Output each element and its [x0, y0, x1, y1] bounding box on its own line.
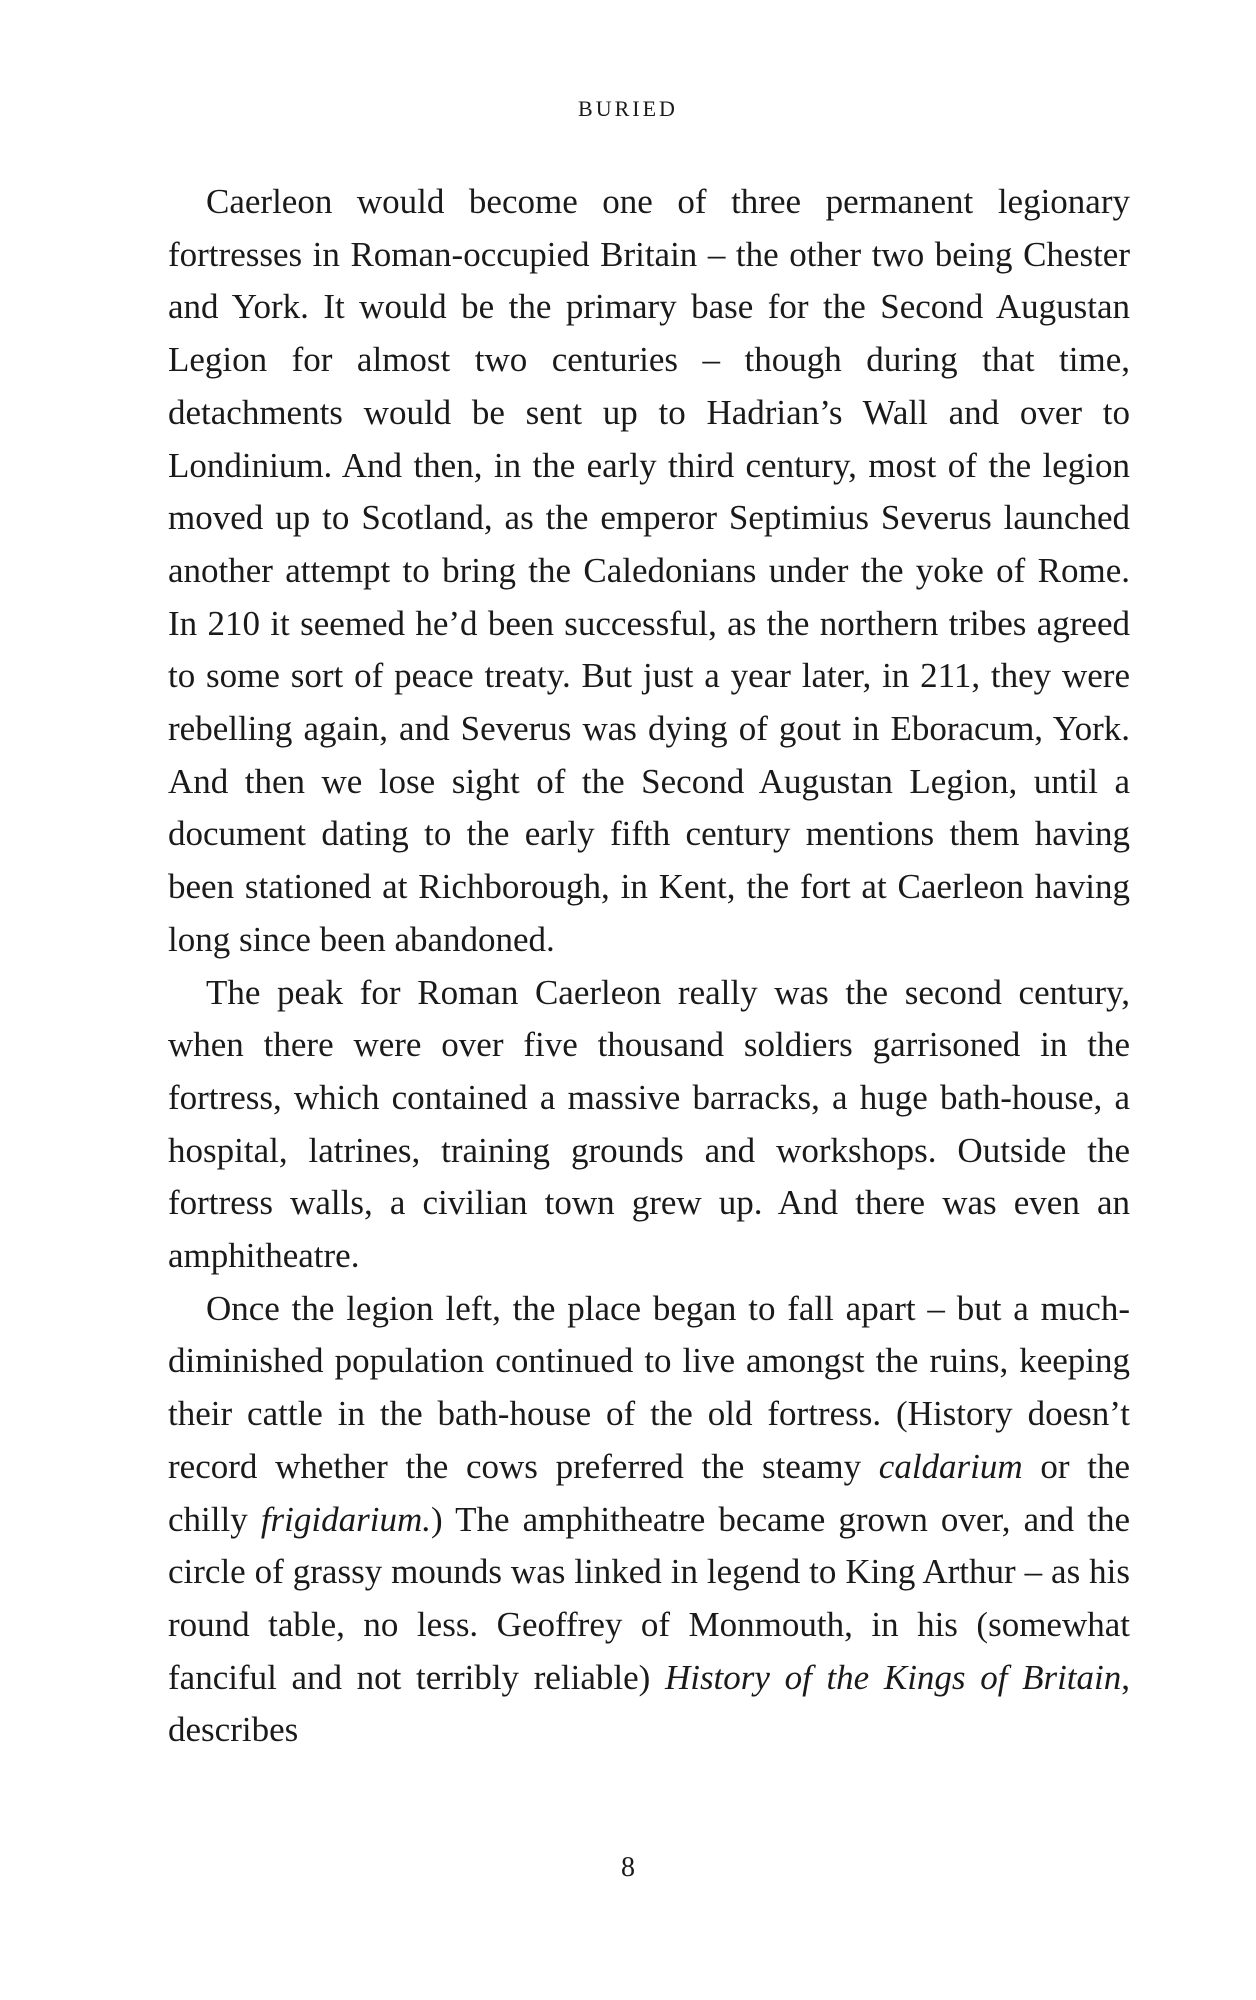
running-head: BURIED [578, 96, 678, 121]
paragraph-2: The peak for Roman Caerleon really was the second century, when there were over five thousand soldiers garrisoned in the fortress, which contained a massive barracks, a huge bath-house, a hospital, latrines, training grounds and workshops. Outside the fortress walls, a civilian town grew up. And there was even an amphitheatre. [168, 972, 1130, 1276]
paragraph-1: Caerleon would become one of three permanent legionary fortresses in Roman-occupied Britain – the other two being Chester and York. It would be the primary base for the Second Augustan Legion for almost two centuries – though during that time, detachments would be sent up to Hadrian’s Wall and over to Londinium. And then, in the early third century, most of the legion moved up to Scotland, as the emperor Septimius Severus launched another attempt to bring the Caledonians under the yoke of Rome. In 210 it seemed he’d been successful, as the northern tribes agreed to some sort of peace treaty. But just a year later, in 211, they were rebelling again, and Severus was dying of gout in Eboracum, York. And then we lose sight of the Second Augustan Legion, until a document dating to the early fifth century mentions them having been stationed at Richborough, in Kent, the fort at Caerleon having long since been abandoned. [168, 182, 1130, 959]
italic-term-caldarium: caldarium [878, 1446, 1023, 1486]
italic-term-frigidarium: frigidarium. [260, 1499, 431, 1539]
paragraph-3 [168, 1283, 1130, 1757]
paragraph-3-text-3: ) The amphitheatre became grown over, and the circle of grassy mounds was linked in legend to King Arthur – as his round table, no less. Geoffrey of Monmouth, in his (somewhat fanciful and not terribly reliable) [168, 1499, 1130, 1697]
italic-book-title: History of the Kings of Britain [664, 1657, 1122, 1697]
page-number: 8 [621, 1852, 635, 1883]
paragraph-3-text-4: , describes [168, 1657, 1130, 1750]
paragraph-3-text-1: Once the legion left, the place began to fall apart – but a much-diminished population continued to live amongst the ruins, keeping their cattle in the bath-house of the old fortress. (History doesn’t record whether the cows preferred the steamy [168, 1288, 1130, 1486]
paragraph-3-text-2: or the chilly [168, 1446, 1130, 1539]
body-text [168, 176, 1130, 1757]
